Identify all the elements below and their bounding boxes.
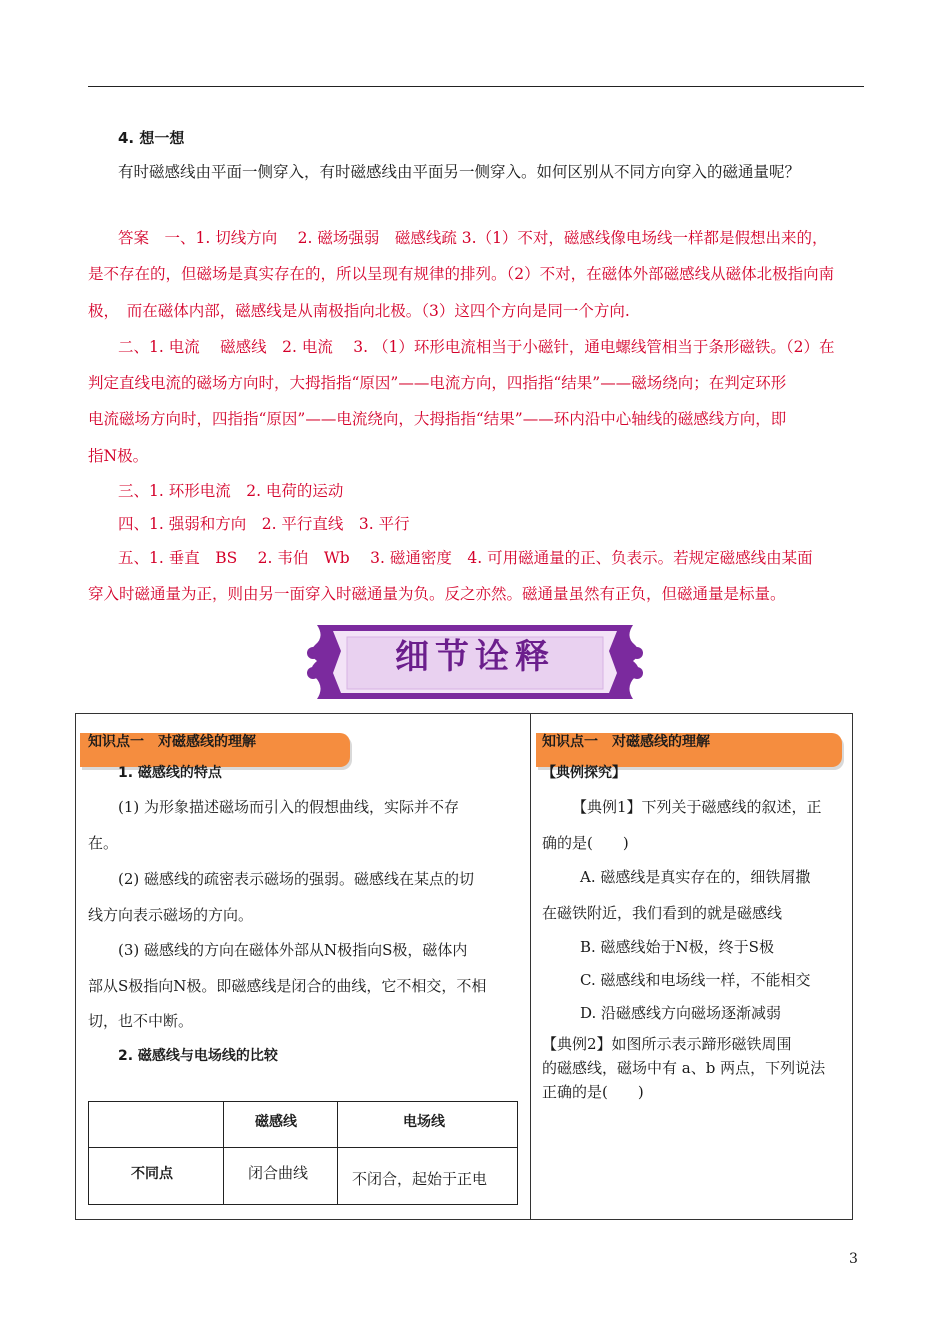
table-cell: 闭合曲线 — [248, 1164, 309, 1182]
answer-line: 指N极。 — [88, 447, 149, 465]
table-cell: 不闭合，起始于正电 — [352, 1170, 488, 1188]
banner-title: 细节诠释 — [395, 637, 555, 677]
header-rule — [88, 86, 864, 87]
example-heading: 【典例探究】 — [542, 765, 626, 781]
right-line: 【典例2】如图所示表示蹄形磁铁周围 — [542, 1035, 792, 1053]
section-heading: 4. 想一想 — [118, 129, 185, 147]
left-line: 切，也不中断。 — [88, 1012, 194, 1030]
left-line: 在。 — [88, 834, 119, 852]
question-text: 有时磁感线由平面一侧穿入，有时磁感线由平面另一侧穿入。如何区别从不同方向穿入的磁通量呢？ — [118, 163, 801, 181]
comparison-table — [88, 1101, 518, 1205]
column-divider — [530, 713, 531, 1220]
knowledge-tag-label: 知识点一 对磁感线的理解 — [542, 734, 710, 750]
table-col-line — [337, 1102, 338, 1204]
left-line: (1) 为形象描述磁场而引入的假想曲线，实际并不存 — [118, 798, 460, 816]
right-line: D. 沿磁感线方向磁场逐渐减弱 — [580, 1004, 782, 1022]
right-line: B. 磁感线始于N极，终于S极 — [580, 938, 774, 956]
answer-line: 极， 而在磁体内部，磁感线是从南极指向北极。（3）这四个方向是同一个方向. — [88, 302, 630, 320]
right-line: 的磁感线，磁场中有 a、b 两点，下列说法 — [542, 1059, 826, 1077]
right-line: C. 磁感线和电场线一样，不能相交 — [580, 971, 811, 989]
left-line: (2) 磁感线的疏密表示磁场的强弱。磁感线在某点的切 — [118, 870, 475, 888]
answer-line: 判定直线电流的磁场方向时，大拇指指“原因”——电流方向，四指指“结果”——磁场绕向；在判定环形 — [88, 374, 787, 392]
answer-line: 电流磁场方向时，四指指“原因”——电流绕向，大拇指指“结果”——环内沿中心轴线的磁感线方向，即 — [88, 410, 787, 428]
table-row-label: 不同点 — [131, 1166, 173, 1182]
table-header-electric: 电场线 — [403, 1114, 445, 1130]
right-line: 在磁铁附近，我们看到的就是磁感线 — [542, 904, 783, 922]
section-banner — [303, 615, 647, 711]
answer-line: 答案 一、1. 切线方向 2. 磁场强弱 磁感线疏 3.（1）不对，磁感线像电场线一样都是假想出来的， — [118, 229, 828, 247]
answer-line: 二、1. 电流 磁感线 2. 电流 3. （1）环形电流相当于小磁针，通电螺线管相当于条形磁铁。（2）在 — [118, 338, 835, 356]
table-header-magnetic: 磁感线 — [255, 1114, 297, 1130]
right-line: 【典例1】下列关于磁感线的叙述，正 — [572, 798, 822, 816]
right-line: 确的是( ) — [542, 834, 629, 852]
right-line: 正确的是( ) — [542, 1083, 644, 1101]
answer-line: 三、1. 环形电流 2. 电荷的运动 — [118, 482, 344, 500]
answer-line: 穿入时磁通量为正，则由另一面穿入时磁通量为负。反之亦然。磁通量虽然有正负，但磁通量是标量。 — [88, 585, 786, 603]
answer-line: 五、1. 垂直 BS 2. 韦伯 Wb 3. 磁通密度 4. 可用磁通量的正、负表示。若规定磁感线由某面 — [118, 549, 813, 567]
knowledge-tag-label: 知识点一 对磁感线的理解 — [88, 734, 256, 750]
answer-line: 是不存在的，但磁场是真实存在的，所以呈现有规律的排列。（2）不对，在磁体外部磁感线从磁体北极指向南 — [88, 265, 835, 283]
left-line: 线方向表示磁场的方向。 — [88, 906, 254, 924]
left-heading-2: 2. 磁感线与电场线的比较 — [118, 1048, 278, 1064]
left-line: (3) 磁感线的方向在磁体外部从N极指向S极，磁体内 — [118, 941, 468, 959]
left-line: 部从S极指向N极。即磁感线是闭合的曲线，它不相交，不相 — [88, 977, 487, 995]
table-row-line — [89, 1147, 517, 1148]
table-col-line — [223, 1102, 224, 1204]
right-line: A. 磁感线是真实存在的，细铁屑撒 — [580, 868, 811, 886]
page-number: 3 — [849, 1251, 858, 1267]
answer-line: 四、1. 强弱和方向 2. 平行直线 3. 平行 — [118, 515, 410, 533]
left-heading-1: 1. 磁感线的特点 — [118, 765, 222, 781]
